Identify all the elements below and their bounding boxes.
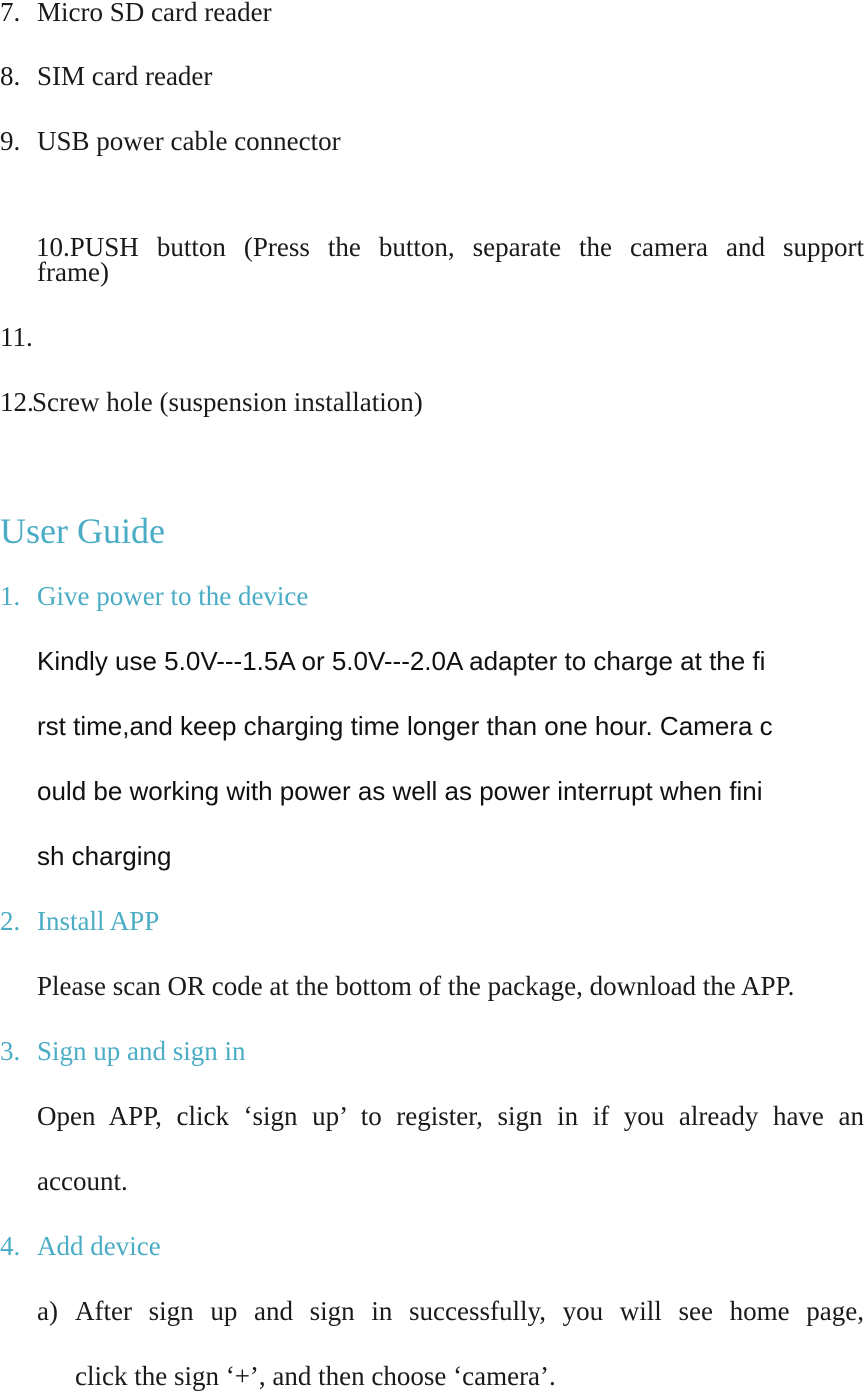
list-item-text: frame) (37, 257, 109, 287)
list-item-number: 12. (0, 387, 34, 417)
list-item (0, 121, 864, 161)
sub-item-text: After sign up and sign in successfully, you will see home page, (75, 1296, 864, 1326)
list-item-text: Screw hole (suspension installation) (32, 387, 423, 417)
paragraph-text: sh charging (37, 841, 172, 871)
paragraph-text: account. (37, 1166, 128, 1196)
list-item-text: USB power cable connector (37, 126, 341, 156)
step-number: 4. (0, 1231, 21, 1261)
sub-item (0, 1291, 864, 1331)
paragraph-line (0, 1161, 864, 1201)
step-title-text: Install APP (37, 906, 160, 936)
paragraph-text: ould be working with power as well as power interrupt when fini (37, 776, 763, 806)
sub-item-label: a) (37, 1296, 58, 1326)
sub-item-text: click the sign ‘+’, and then choose ‘camera’. (75, 1361, 556, 1391)
list-item-number: 8. (0, 61, 21, 91)
list-item-continuation (0, 252, 864, 292)
step-number: 2. (0, 906, 21, 936)
list-item (0, 317, 864, 357)
list-item (0, 0, 864, 32)
list-item-number: 11. (0, 322, 33, 352)
step-title-text: Add device (37, 1231, 161, 1261)
list-item-number: 9. (0, 126, 21, 156)
step-title (0, 1226, 864, 1266)
paragraph-text: rst time,and keep charging time longer than one hour. Camera c (37, 711, 773, 741)
list-item-number: 10. (36, 232, 70, 262)
list-item-number: 7. (0, 0, 21, 27)
step-title (0, 1031, 864, 1071)
step-title (0, 576, 864, 616)
step-title (0, 901, 864, 941)
list-item (0, 382, 864, 422)
paragraph-text: Kindly use 5.0V---1.5A or 5.0V---2.0A adapter to charge at the fi (37, 646, 766, 676)
paragraph-line (0, 771, 864, 811)
paragraph-line (0, 706, 864, 746)
paragraph-text: Please scan OR code at the bottom of the package, download the APP. (37, 971, 795, 1001)
step-number: 3. (0, 1036, 21, 1066)
paragraph-text: Open APP, click ‘sign up’ to register, sign in if you already have an (37, 1101, 864, 1131)
paragraph-line (0, 641, 864, 681)
step-number: 1. (0, 581, 21, 611)
step-title-text: Sign up and sign in (37, 1036, 246, 1066)
list-item-text: Micro SD card reader (37, 0, 272, 27)
sub-item-continuation (0, 1356, 864, 1396)
paragraph-line (0, 836, 864, 876)
list-item (0, 187, 864, 262)
list-item-text: SIM card reader (37, 61, 213, 91)
list-item-text: PUSH button (Press the button, separate the camera and support (69, 232, 864, 262)
list-item (0, 56, 864, 96)
paragraph-line (0, 966, 864, 1006)
paragraph-line (0, 1096, 864, 1136)
section-title: User Guide (0, 511, 165, 551)
step-title-text: Give power to the device (37, 581, 309, 611)
